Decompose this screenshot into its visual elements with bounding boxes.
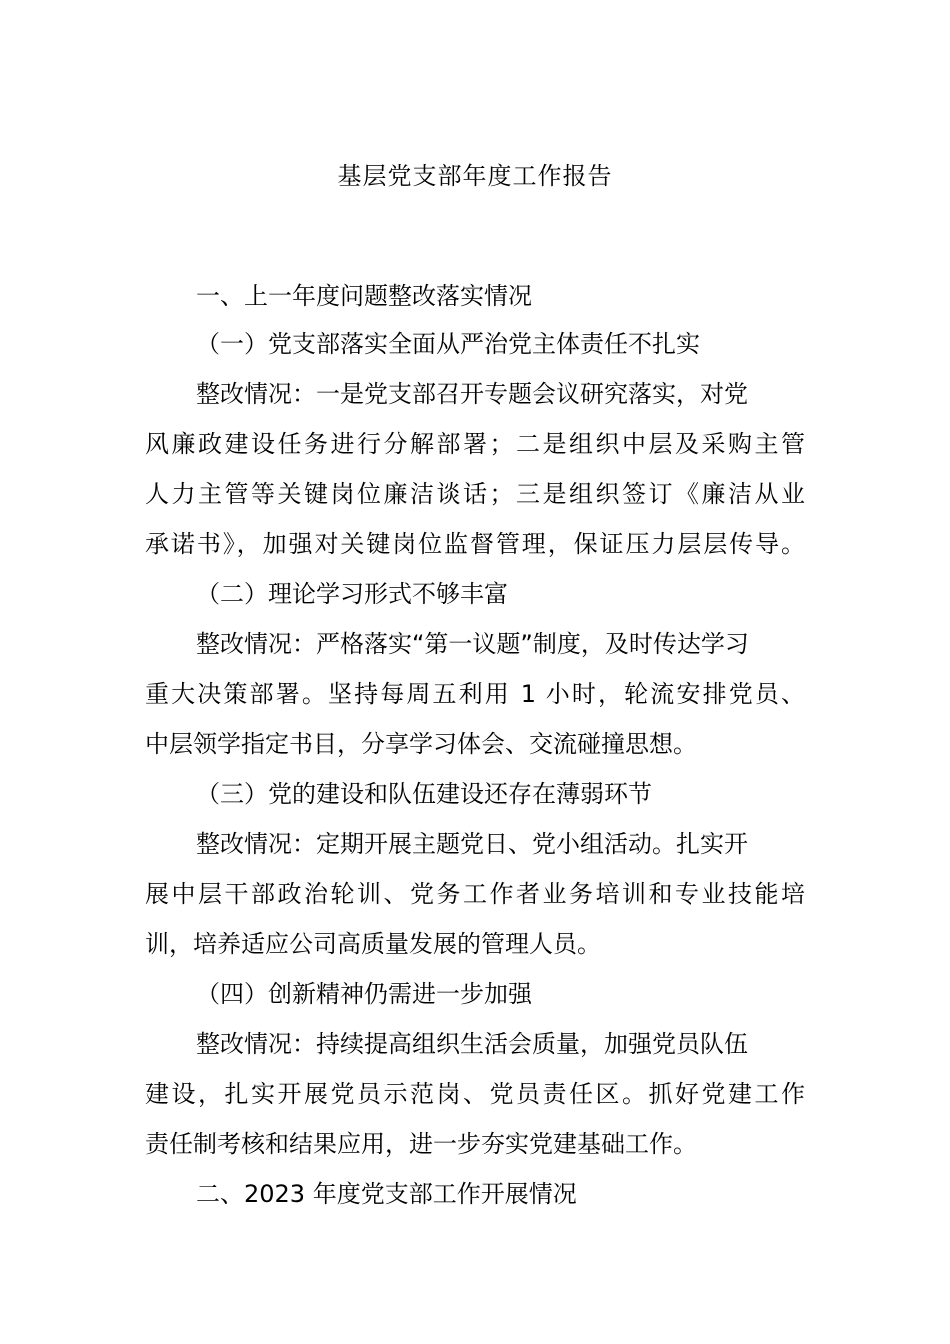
section-heading-1: 一、上一年度问题整改落实情况 <box>196 282 532 310</box>
paragraph-line: 中层领学指定书目，分享学习体会、交流碰撞思想。 <box>145 730 697 758</box>
paragraph-line: 整改情况：持续提高组织生活会质量，加强党员队伍 <box>196 1030 748 1058</box>
paragraph-line: 责任制考核和结果应用，进一步夯实党建基础工作。 <box>145 1130 697 1158</box>
section-heading-2: 二、2023 年度党支部工作开展情况 <box>196 1180 577 1208</box>
subsection-heading-1: （一）党支部落实全面从严治党主体责任不扎实 <box>196 330 700 358</box>
subsection-heading-2: （二）理论学习形式不够丰富 <box>196 580 508 608</box>
subsection-heading-4: （四）创新精神仍需进一步加强 <box>196 980 532 1008</box>
document-title: 基层党支部年度工作报告 <box>337 162 613 190</box>
paragraph-line: 风廉政建设任务进行分解部署；二是组织中层及采购主管 <box>145 430 805 458</box>
paragraph-line: 整改情况：定期开展主题党日、党小组活动。扎实开 <box>196 830 748 858</box>
paragraph-line: 建设，扎实开展党员示范岗、党员责任区。抓好党建工作 <box>145 1080 805 1108</box>
paragraph-line: 展中层干部政治轮训、党务工作者业务培训和专业技能培 <box>145 880 805 908</box>
paragraph-line: 训，培养适应公司高质量发展的管理人员。 <box>145 930 601 958</box>
paragraph-line: 承诺书》，加强对关键岗位监督管理，保证压力层层传导。 <box>145 530 805 558</box>
paragraph-line: 重大决策部署。坚持每周五利用 1 小时，轮流安排党员、 <box>145 680 805 708</box>
paragraph-line: 整改情况：严格落实“第一议题”制度，及时传达学习 <box>196 630 749 658</box>
subsection-heading-3: （三）党的建设和队伍建设还存在薄弱环节 <box>196 780 652 808</box>
paragraph-line: 人力主管等关键岗位廉洁谈话；三是组织签订《廉洁从业 <box>145 480 805 508</box>
paragraph-line: 整改情况：一是党支部召开专题会议研究落实，对党 <box>196 380 748 408</box>
